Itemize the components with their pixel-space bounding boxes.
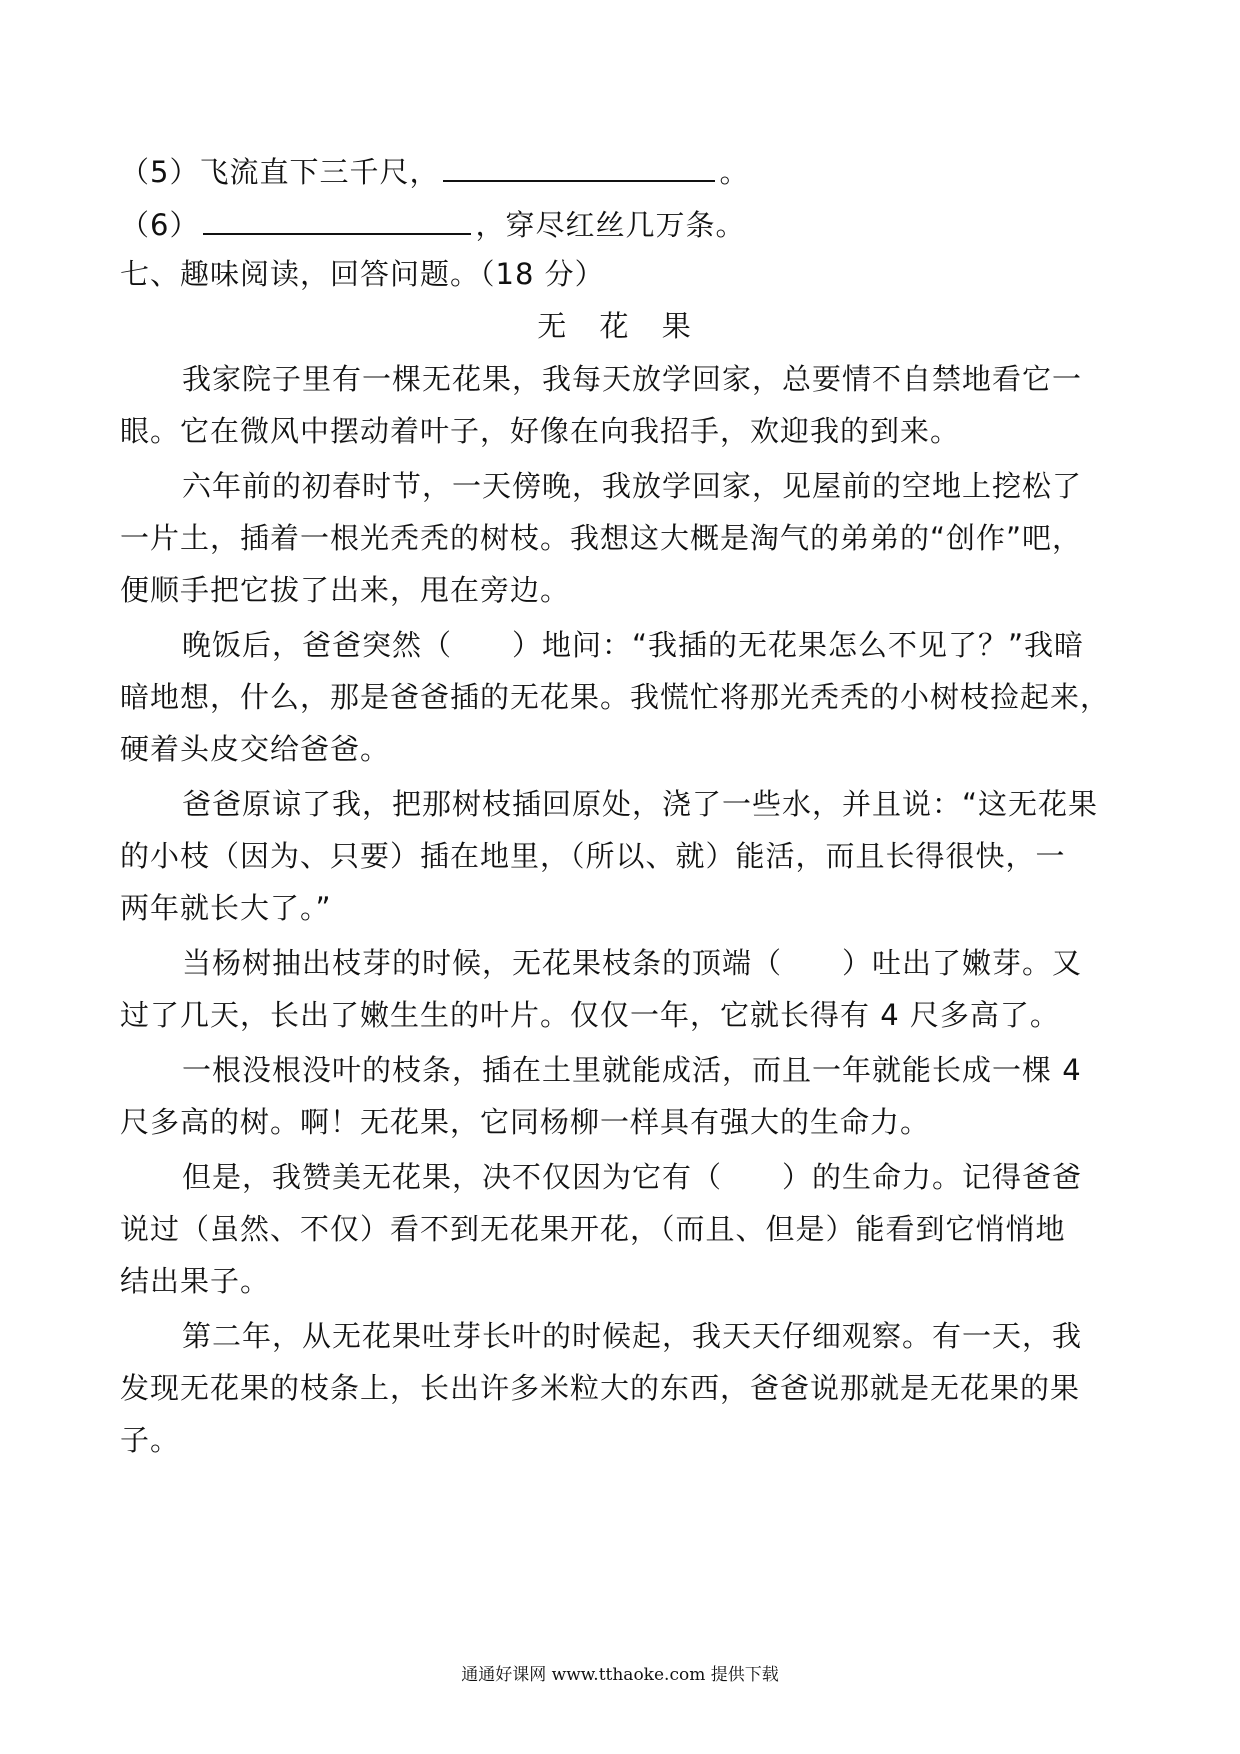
- fill-in-suffix: 。: [719, 155, 750, 189]
- fill-in-item-6: [120, 203, 745, 245]
- passage-line: 结出果子。: [120, 1264, 271, 1298]
- passage-line: 我家院子里有一棵无花果，我每天放学回家，总要情不自禁地看它一: [182, 362, 1083, 396]
- passage-title: 无 花 果: [537, 309, 703, 343]
- passage-line: 当杨树抽出枝芽的时候，无花果枝条的顶端（ ）吐出了嫩芽。又: [182, 946, 1083, 980]
- passage-line: 晚饭后，爸爸突然（ ）地问：“我插的无花果怎么不见了？”我暗: [182, 628, 1085, 662]
- passage-line: 六年前的初春时节，一天傍晚，我放学回家，见屋前的空地上挖松了: [182, 469, 1083, 503]
- passage-line: 暗地想，什么，那是爸爸插的无花果。我慌忙将那光秃秃的小树枝捡起来，: [120, 680, 1111, 714]
- passage-line: 发现无花果的枝条上，长出许多米粒大的东西，爸爸说那就是无花果的果: [120, 1371, 1081, 1405]
- passage-line: 第二年，从无花果吐芽长叶的时候起，我天天仔细观察。有一天，我: [182, 1319, 1083, 1353]
- passage-line: 子。: [120, 1423, 181, 1457]
- fill-in-prefix: （6）: [120, 208, 200, 242]
- passage-line: 的小枝（因为、只要）插在地里，（所以、就）能活，而且长得很快，一: [120, 839, 1066, 873]
- passage-line: 两年就长大了。”: [120, 891, 332, 925]
- passage-line: 一片土，插着一根光秃秃的树枝。我想这大概是淘气的弟弟的“创作”吧，: [120, 521, 1083, 555]
- section-heading: 七、趣味阅读，回答问题。（18 分）: [120, 257, 605, 291]
- passage-line: 眼。它在微风中摆动着叶子，好像在向我招手，欢迎我的到来。: [120, 414, 961, 448]
- page-footer: 通通好课网 www.tthaoke.com 提供下载: [461, 1665, 779, 1685]
- passage-line: 过了几天，长出了嫩生生的叶片。仅仅一年，它就长得有 4 尺多高了。: [120, 998, 1060, 1032]
- passage-line: 尺多高的树。啊！无花果，它同杨柳一样具有强大的生命力。: [120, 1105, 931, 1139]
- answer-blank[interactable]: [203, 203, 471, 235]
- passage-line: 便顺手把它拔了出来，甩在旁边。: [120, 573, 571, 607]
- answer-blank[interactable]: [443, 150, 715, 182]
- passage-line: 硬着头皮交给爸爸。: [120, 732, 391, 766]
- fill-in-item-5: [120, 150, 749, 192]
- passage-line: 一根没根没叶的枝条，插在土里就能成活，而且一年就能长成一棵 4: [182, 1053, 1082, 1087]
- fill-in-prefix: （5）飞流直下三千尺，: [120, 155, 440, 189]
- passage-line: 说过（虽然、不仅）看不到无花果开花，（而且、但是）能看到它悄悄地: [120, 1212, 1066, 1246]
- fill-in-suffix: ，穿尽红丝几万条。: [475, 208, 746, 242]
- passage-line: 爸爸原谅了我，把那树枝插回原处，浇了一些水，并且说：“这无花果: [182, 787, 1099, 821]
- passage-line: 但是，我赞美无花果，决不仅因为它有（ ）的生命力。记得爸爸: [182, 1160, 1083, 1194]
